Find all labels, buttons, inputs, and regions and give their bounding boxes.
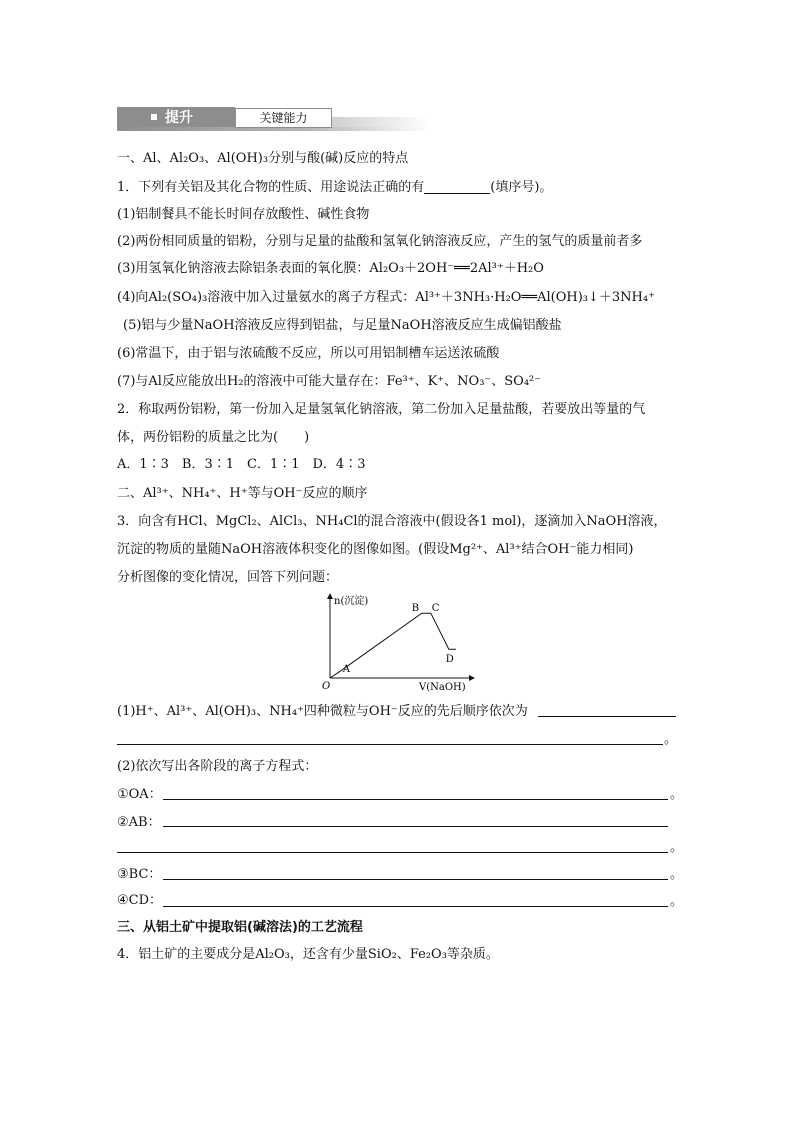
q3-sub1-blank-1[interactable]: [538, 716, 676, 717]
q3-part-ab-period: 。: [670, 840, 684, 855]
q3-part-oa-blank[interactable]: [163, 799, 668, 800]
q3-part-cd-period: 。: [670, 894, 684, 909]
q1-item-6: (6)常温下，由于铝与浓硫酸不反应，所以可用铝制槽车运送浓硫酸: [117, 346, 500, 361]
q1-stem: [117, 180, 552, 196]
q3-part-ab-label: ②AB：: [117, 815, 161, 830]
q1-item-7: (7)与Al反应能放出H₂的溶液中可能大量存在：Fe³⁺、K⁺、NO₃⁻、SO₄²⁻: [117, 374, 542, 389]
banner-title: 提升: [165, 110, 193, 126]
q3-stem-line3: 分析图像的变化情况，回答下列问题：: [117, 570, 339, 585]
q2-stem-line2: 体，两份铝粉的质量之比为( ): [117, 430, 310, 445]
point-label-b: B: [411, 603, 420, 615]
q4-stem: 4．铝土矿的主要成分是Al₂O₃，还含有少量SiO₂、Fe₂O₃等杂质。: [117, 947, 499, 962]
q1-answer-blank[interactable]: [424, 180, 490, 194]
q3-part-cd-label: ④CD：: [117, 893, 163, 908]
section1-heading: 一、Al、Al₂O₃、Al(OH)₃分别与酸(碱)反应的特点: [117, 151, 409, 166]
q1-item-4: (4)向Al₂(SO₄)₃溶液中加入过量氨水的离子方程式：Al³⁺＋3NH₃·H₂O══Al(OH)₃↓＋3NH₄⁺: [117, 290, 655, 305]
q3-part-bc-period: 。: [670, 867, 684, 882]
q3-part-ab-blank-1[interactable]: [163, 826, 668, 827]
q1-stem-b: (填序号)。: [490, 180, 553, 195]
q3-stem-line2: 沉淀的物质的量随NaOH溶液体积变化的图像如图。(假设Mg²⁺、Al³⁺结合OH⁻能力相同): [117, 542, 634, 557]
q3-part-ab-blank-2[interactable]: [117, 852, 668, 853]
q2-options: A．1∶3 B．3∶1 C．1∶1 D．4∶3: [117, 457, 366, 472]
section3-heading: 三、从铝土矿中提取铝(碱溶法)的工艺流程: [117, 920, 363, 935]
q1-item-2: (2)两份相同质量的铝粉，分别与足量的盐酸和氢氧化钠溶液反应，产生的氢气的质量前者多: [117, 234, 643, 249]
q2-stem-line1: 2．称取两份铝粉，第一份加入足量氢氧化钠溶液，第二份加入足量盐酸，若要放出等量的气: [117, 402, 646, 417]
banner-subtitle-box: [235, 108, 332, 128]
banner-subtitle: 关键能力: [259, 111, 308, 125]
precipitate-chart: [322, 592, 482, 692]
q3-sub1-period: 。: [664, 732, 678, 747]
q1-stem-a: 1．下列有关铝及其化合物的性质、用途说法正确的有: [117, 180, 425, 195]
q3-sub1-blank-2[interactable]: [117, 744, 663, 745]
q3-part-bc-blank[interactable]: [163, 879, 668, 880]
q3-part-bc-label: ③BC：: [117, 867, 162, 882]
q1-item-1: (1)铝制餐具不能长时间存放酸性、碱性食物: [117, 207, 370, 222]
q3-part-oa-label: ①OA：: [117, 787, 162, 802]
square-bullet-icon: [151, 114, 157, 120]
section-banner: [117, 107, 431, 131]
section2-heading: 二、Al³⁺、NH₄⁺、H⁺等与OH⁻反应的顺序: [117, 486, 368, 501]
q3-part-oa-period: 。: [670, 787, 684, 802]
q3-sub1-text: (1)H⁺、Al³⁺、Al(OH)₃、NH₄⁺四种微粒与OH⁻反应的先后顺序依次为: [117, 704, 528, 719]
q3-stem-line1: 3．向含有HCl、MgCl₂、AlCl₃、NH₄Cl的混合溶液中(假设各1 mol)，逐滴加入NaOH溶液，: [117, 514, 667, 529]
q1-item-5: (5)铝与少量NaOH溶液反应得到铝盐，与足量NaOH溶液反应生成偏铝酸盐: [123, 318, 562, 333]
point-label-a: A: [342, 663, 351, 675]
q3-sub1: [117, 704, 528, 720]
q3-sub2: (2)依次写出各阶段的离子方程式：: [117, 759, 318, 774]
q3-part-cd-blank[interactable]: [163, 906, 668, 907]
y-axis-label: n(沉淀): [334, 596, 369, 607]
point-label-c: C: [431, 603, 440, 615]
x-axis-label: V(NaOH): [419, 682, 466, 692]
origin-label: O: [322, 681, 331, 692]
point-label-d: D: [445, 654, 454, 666]
q1-item-3: (3)用氢氧化钠溶液去除铝条表面的氧化膜：Al₂O₃＋2OH⁻══2Al³⁺＋H₂O: [117, 261, 544, 276]
